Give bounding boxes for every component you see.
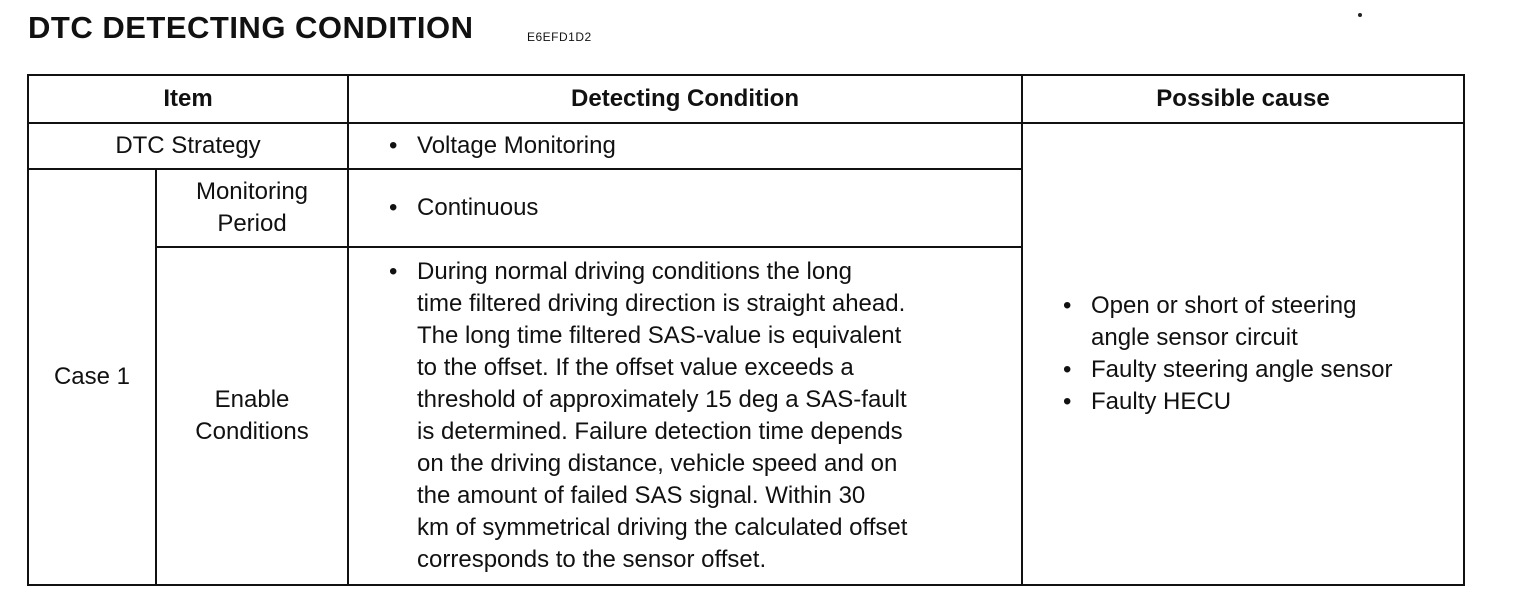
enable-conditions-cell <box>348 247 1022 585</box>
dtc-strategy-condition: • Voltage Monitoring <box>389 130 1011 162</box>
dtc-strategy-condition-cell <box>348 123 1022 169</box>
monitoring-period-label: Monitoring Period <box>156 169 348 247</box>
enable-conditions-bullets <box>389 256 1011 576</box>
page-title: DTC DETECTING CONDITION <box>28 10 474 45</box>
monitoring-period-condition-cell <box>348 169 1022 247</box>
monitoring-period-bullets <box>389 192 1011 224</box>
case-label: Case 1 <box>28 169 156 585</box>
dtc-strategy-label: DTC Strategy <box>28 123 348 169</box>
header-item: Item <box>28 75 348 123</box>
possible-cause-item: • Faulty steering angle sensor <box>1063 354 1463 386</box>
possible-cause-item: • Faulty HECU <box>1063 386 1463 418</box>
header-possible-cause: Possible cause <box>1022 75 1464 123</box>
enable-conditions-label: Enable Conditions <box>156 247 348 585</box>
table-row-dtc-strategy <box>28 123 1464 169</box>
possible-cause-cell <box>1022 123 1464 585</box>
document-code: E6EFD1D2 <box>527 30 592 44</box>
dtc-strategy-bullets <box>389 130 1011 162</box>
possible-cause-item: • Open or short of steering angle sensor circuit <box>1063 290 1463 354</box>
table-header-row <box>28 75 1464 123</box>
monitoring-period-condition: • Continuous <box>389 192 1011 224</box>
scan-speck-decoration <box>1358 13 1362 17</box>
enable-conditions-text: • During normal driving conditions the long time filtered driving direction is straight ahead. The long time filtered SAS-value is equivalent to the offset. If the offset value exceeds a threshold of approximately 15 deg a SAS-fault is determined. Failure detection time depends on the driving distance, vehicle speed and on the amount of failed SAS signal. Within 30 km of symmetrical driving the calculated offset corresponds to the sensor offset. <box>389 256 1011 576</box>
possible-cause-list <box>1063 290 1463 418</box>
dtc-condition-table <box>27 74 1465 586</box>
header-detecting-condition: Detecting Condition <box>348 75 1022 123</box>
